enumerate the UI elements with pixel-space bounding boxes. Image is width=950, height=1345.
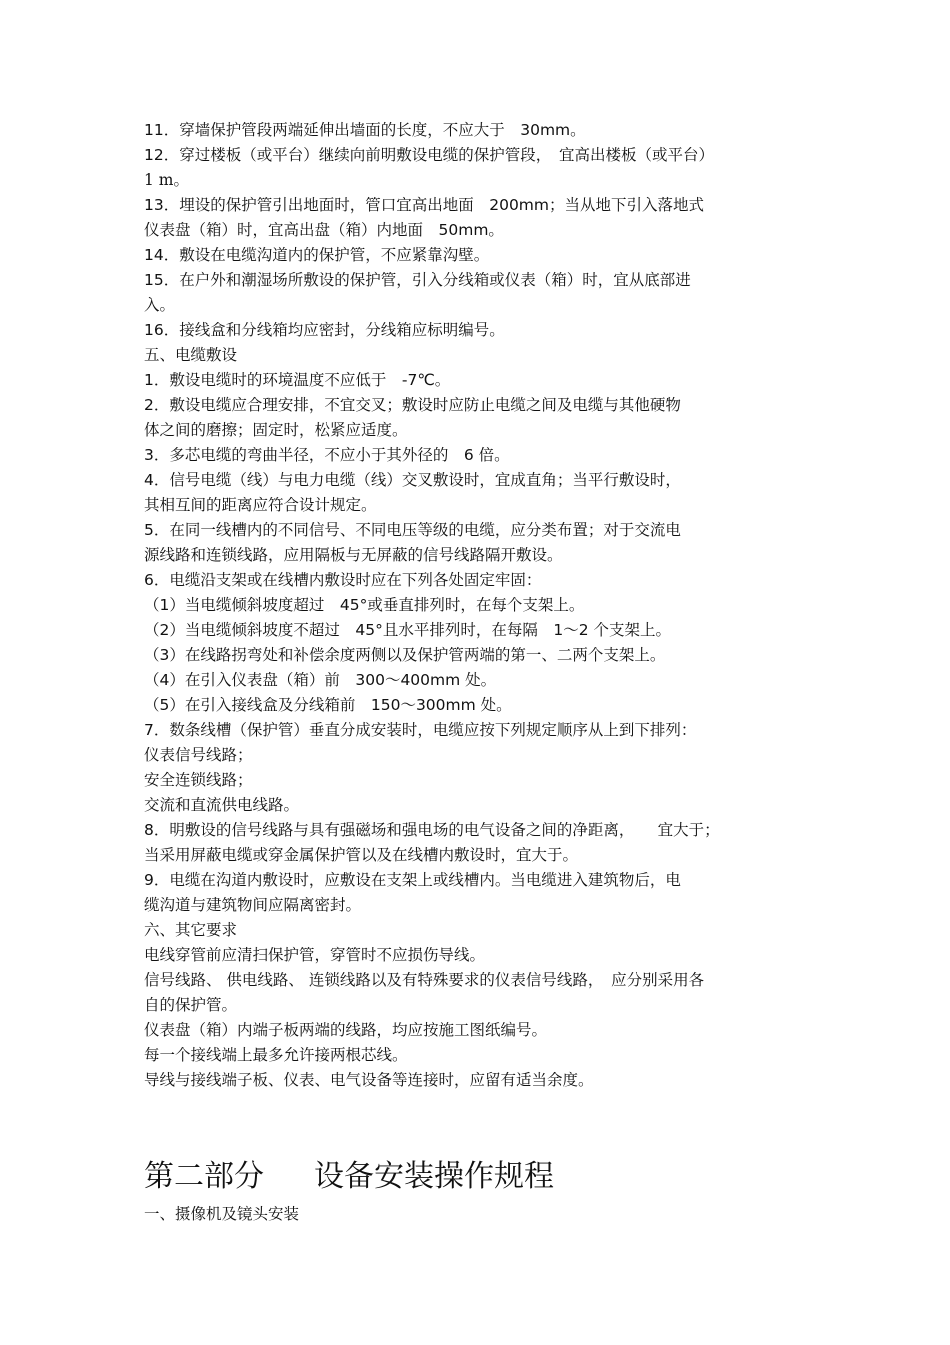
- list-item: （1）当电缆倾斜坡度超过 45°或垂直排列时，在每个支架上。: [144, 596, 585, 614]
- text-line: 其相互间的距离应符合设计规定。: [144, 496, 377, 514]
- list-item: （2）当电缆倾斜坡度不超过 45°且水平排列时，在每隔 1～2 个支架上。: [144, 621, 671, 639]
- text-line: 3．多芯电缆的弯曲半径，不应小于其外径的 6 倍。: [144, 446, 510, 464]
- text-line: 16．接线盒和分线箱均应密封，分线箱应标明编号。: [144, 321, 505, 339]
- text-line: 当采用屏蔽电缆或穿金属保护管以及在线槽内敷设时，宜大于。: [144, 846, 579, 864]
- text-line: 入。: [144, 296, 176, 314]
- text-line: 源线路和连锁线路，应用隔板与无屏蔽的信号线路隔开敷设。: [144, 546, 563, 564]
- text-line: 5．在同一线槽内的不同信号、不同电压等级的电缆，应分类布置；对于交流电: [144, 521, 681, 539]
- text-line: 交流和直流供电线路。: [144, 796, 300, 814]
- text-line: 自的保护管。: [144, 996, 238, 1014]
- section-heading: 六、其它要求: [144, 921, 238, 939]
- text-line: 8．明敷设的信号线路与具有强磁场和强电场的电气设备之间的净距离， 宜大于；: [144, 821, 720, 839]
- text-line: 12．穿过楼板（或平台）继续向前明敷设电缆的保护管段， 宜高出楼板（或平台）: [144, 146, 714, 164]
- text-line: 11．穿墙保护管段两端延伸出墙面的长度，不应大于 30mm。: [144, 121, 586, 139]
- list-item: （5）在引入接线盒及分线箱前 150～300mm 处。: [144, 696, 512, 714]
- text-line: 13．埋设的保护管引出地面时，管口宜高出地面 200mm；当从地下引入落地式: [144, 196, 705, 214]
- text-line: 信号线路、 供电线路、 连锁线路以及有特殊要求的仪表信号线路， 应分别采用各: [144, 971, 705, 989]
- part-title: [144, 1153, 814, 1201]
- text-line: 仪表盘（箱）时，宜高出盘（箱）内地面 50mm。: [144, 221, 504, 239]
- part-name: 设备安装操作规程: [314, 1159, 554, 1194]
- text-line: 仪表信号线路；: [144, 746, 253, 764]
- text-line: 9．电缆在沟道内敷设时，应敷设在支架上或线槽内。当电缆进入建筑物后，电: [144, 871, 681, 889]
- part-number: 第二部分: [144, 1159, 264, 1194]
- text-line: 1．敷设电缆时的环境温度不应低于 -7℃。: [144, 371, 451, 389]
- section-heading: 五、电缆敷设: [144, 346, 238, 364]
- text-line: 导线与接线端子板、仪表、电气设备等连接时，应留有适当余度。: [144, 1071, 594, 1089]
- spacer: [144, 1093, 814, 1153]
- text-line: 缆沟道与建筑物间应隔离密封。: [144, 896, 362, 914]
- list-item: （3）在线路拐弯处和补偿余度两侧以及保护管两端的第一、二两个支架上。: [144, 646, 666, 664]
- text-line: 15．在户外和潮湿场所敷设的保护管，引入分线箱或仪表（箱）时，宜从底部进: [144, 271, 691, 289]
- text-line: 6．电缆沿支架或在线槽内敷设时应在下列各处固定牢固：: [144, 571, 542, 589]
- text-line: 电线穿管前应清扫保护管，穿管时不应损伤导线。: [144, 946, 486, 964]
- text-line: 体之间的磨擦；固定时，松紧应适度。: [144, 421, 408, 439]
- text-line: 1 m。: [144, 171, 189, 189]
- subheading: 一、摄像机及镜头安装: [144, 1205, 300, 1223]
- text-line: 14．敷设在电缆沟道内的保护管，不应紧靠沟壁。: [144, 246, 490, 264]
- list-item: （4）在引入仪表盘（箱）前 300～400mm 处。: [144, 671, 497, 689]
- text-line: 仪表盘（箱）内端子板两端的线路，均应按施工图纸编号。: [144, 1021, 548, 1039]
- document-page: [144, 118, 814, 1227]
- text-line: 7．数条线槽（保护管）垂直分成安装时，电缆应按下列规定顺序从上到下排列：: [144, 721, 697, 739]
- text-line: 每一个接线端上最多允许接两根芯线。: [144, 1046, 408, 1064]
- text-line: 安全连锁线路；: [144, 771, 253, 789]
- text-line: 2．敷设电缆应合理安排，不宜交叉；敷设时应防止电缆之间及电缆与其他硬物: [144, 396, 681, 414]
- text-line: 4．信号电缆（线）与电力电缆（线）交叉敷设时，宜成直角；当平行敷设时，: [144, 471, 681, 489]
